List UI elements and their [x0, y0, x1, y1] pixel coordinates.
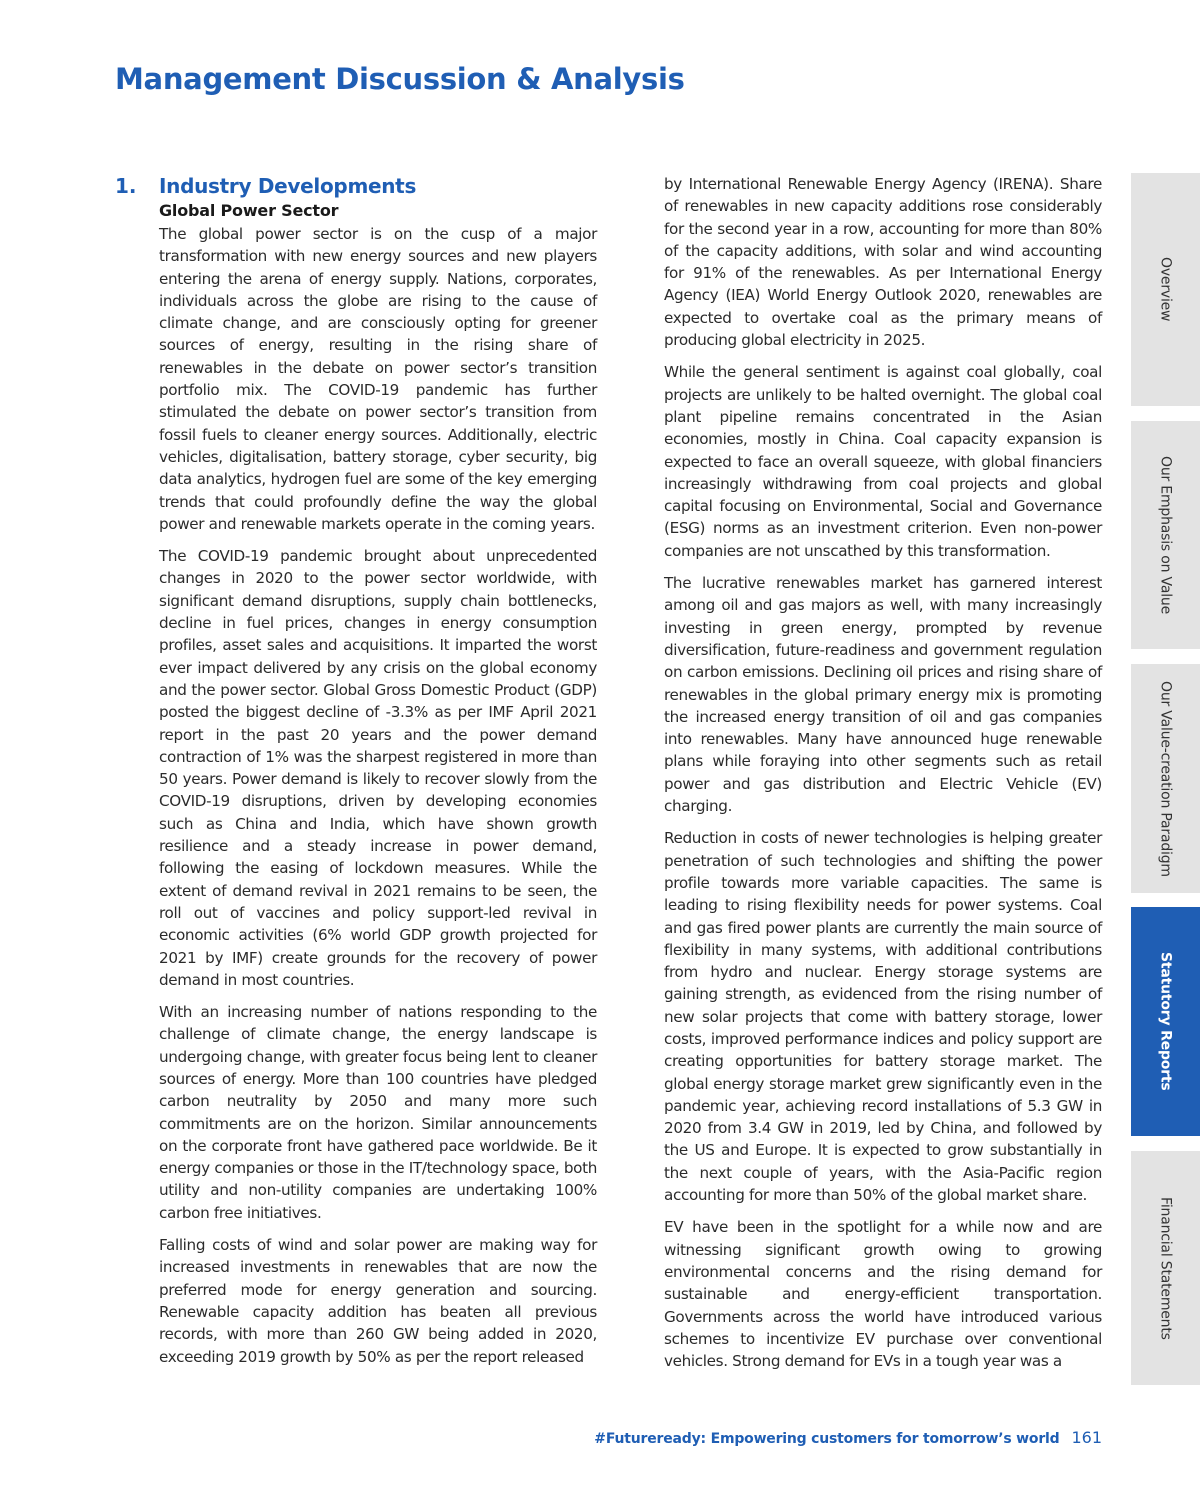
paragraph: While the general sentiment is against coal globally, coal projects are unlikely to be halted overnight. The global coal plant pipeline remains concentrated in the Asian economies, mostly in China. Coal capacity expansion is expected to face an overall squeeze, with global financiers increasingly withdrawing from coal projects and global capital focusing on Environmental, Social and Governance (ESG) norms as an investment criterion. Even non-power companies are not unscathed by this transformation. — [664, 363, 1102, 560]
section-subtitle: Global Power Sector — [159, 201, 339, 220]
footer-tagline: #Futureready: Empowering customers for tomorrow’s world — [594, 1431, 1060, 1447]
page-number: 161 — [1071, 1428, 1102, 1447]
page-footer — [594, 1428, 1102, 1447]
tab-overview[interactable] — [1131, 173, 1200, 406]
right-column — [664, 173, 1102, 1382]
paragraph: The lucrative renewables market has garnered interest among oil and gas majors as well, with many increasingly investing in green energy, prompted by revenue diversification, future-readiness and government regulation on carbon emissions. Declining oil prices and rising share of renewables in the global primary energy mix is promoting the increased energy transition of oil and gas companies into renewables. Many have announced huge renewable plans while foraying into other segments such as retail power and gas distribution and Electric Vehicle (EV) charging. — [664, 574, 1102, 816]
tab-label: Statutory Reports — [1157, 952, 1174, 1091]
section-title: Industry Developments — [159, 174, 417, 198]
tab-label: Financial Statements — [1157, 1196, 1174, 1340]
tab-label: Our Value-creation Paradigm — [1157, 680, 1174, 877]
section-number: 1. — [115, 174, 137, 198]
paragraph: With an increasing number of nations responding to the challenge of climate change, the energy landscape is undergoing change, with greater focus being lent to cleaner sources of energy. More than 100 countries have pledged carbon neutrality by 2050 and many more such commitments are on the horizon. Similar announcements on the corporate front have gathered pace worldwide. Be it energy companies or those in the IT/technology space, both utility and non-utility companies are undertaking 100% carbon free initiatives. — [159, 1003, 597, 1222]
tab-financial-statements[interactable] — [1131, 1151, 1200, 1385]
page-title: Management Discussion & Analysis — [115, 62, 685, 96]
paragraph: EV have been in the spotlight for a while now and are witnessing significant growth owing to growing environmental concerns and the rising demand for sustainable and energy-efficient transportation. Governments across the world have introduced various schemes to incentivize EV purchase over conventional vehicles. Strong demand for EVs in a tough year was a — [664, 1218, 1102, 1371]
paragraph: by International Renewable Energy Agency (IRENA). Share of renewables in new capacity additions rose considerably for the second year in a row, accounting for more than 80% of the capacity additions, with solar and wind accounting for 91% of the renewables. As per International Energy Agency (IEA) World Energy Outlook 2020, renewables are expected to overtake coal as the primary means of producing global electricity in 2025. — [664, 175, 1102, 350]
tab-our-emphasis-on-value[interactable] — [1131, 421, 1200, 649]
paragraph: Falling costs of wind and solar power are making way for increased investments in renewables that are now the preferred mode for energy generation and sourcing. Renewable capacity addition has beaten all previous records, with more than 260 GW being added in 2020, exceeding 2019 growth by 50% as per the report released — [159, 1236, 597, 1366]
paragraph: Reduction in costs of newer technologies is helping greater penetration of such technologies and shifting the power profile towards more variable capacities. The same is leading to rising flexibility needs for power systems. Coal and gas fired power plants are currently the main source of flexibility in many systems, with additional contributions from hydro and nuclear. Energy storage systems are gaining strength, as evidenced from the rising number of new solar projects that come with battery storage, lower costs, improved performance indices and policy support are creating opportunities for battery storage market. The global energy storage market grew significantly even in the pandemic year, achieving record installations of 5.3 GW in 2020 from 3.4 GW in 2019, led by China, and followed by the US and Europe. It is expected to grow substantially in the next couple of years, with the Asia-Pacific region accounting for more than 50% of the global market share. — [664, 829, 1102, 1205]
paragraph: The COVID-19 pandemic brought about unprecedented changes in 2020 to the power sector worldwide, with significant demand disruptions, supply chain bottlenecks, decline in fuel prices, changes in energy consumption profiles, asset sales and acquisitions. It imparted the worst ever impact delivered by any crisis on the global economy and the power sector. Global Gross Domestic Product (GDP) posted the biggest decline of -3.3% as per IMF April 2021 report in the past 20 years and the power demand contraction of 1% was the sharpest registered in more than 50 years. Power demand is likely to recover slowly from the COVID-19 disruptions, driven by developing economies such as China and India, which have shown growth resilience and a steady increase in power demand, following the easing of lockdown measures. While the extent of demand revival in 2021 remains to be seen, the roll out of vaccines and policy support-led revival in economic activities (6% world GDP growth projected for 2021 by IMF) create grounds for the recovery of power demand in most countries. — [159, 547, 597, 989]
tab-label: Our Emphasis on Value — [1157, 456, 1174, 614]
left-column — [159, 223, 597, 1378]
paragraph: The global power sector is on the cusp of a major transformation with new energy sources and new players entering the arena of energy supply. Nations, corporates, individuals across the globe are rising to the cause of climate change, and are consciously opting for greener sources of energy, resulting in the rising share of renewables in the debate on power sector’s transition portfolio mix. The COVID-19 pandemic has further stimulated the debate on power sector’s transition from fossil fuels to cleaner energy sources. Additionally, electric vehicles, digitalisation, battery storage, cyber security, big data analytics, hydrogen fuel are some of the key emerging trends that could profoundly define the way the global power and renewable markets operate in the coming years. — [159, 225, 597, 533]
tab-statutory-reports[interactable] — [1131, 907, 1200, 1136]
tab-our-value-creation-paradigm[interactable] — [1131, 664, 1200, 893]
tab-label: Overview — [1157, 257, 1174, 322]
